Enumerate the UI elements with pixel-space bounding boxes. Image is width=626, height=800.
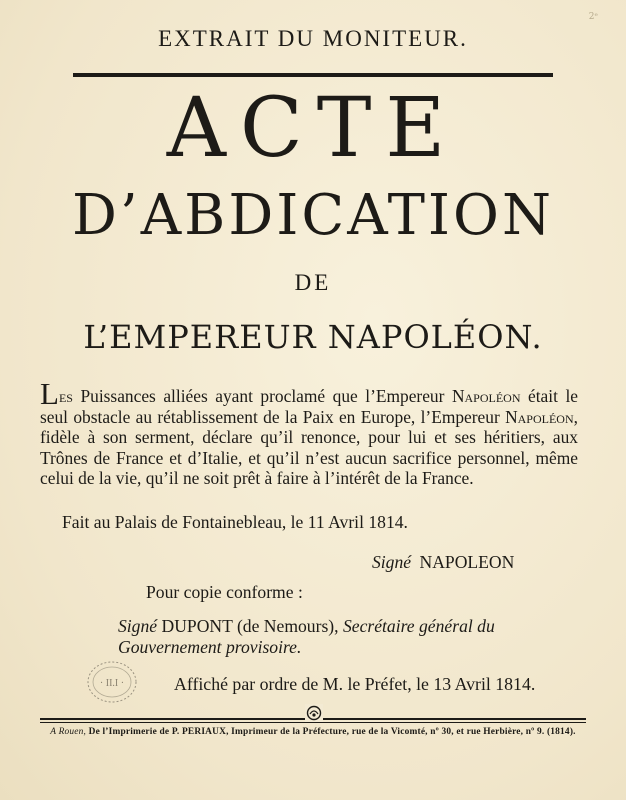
dupont-role: Secrétaire général du Gouvernement provisoire. <box>118 616 495 657</box>
body-name-2: Napoléon <box>505 406 574 427</box>
imprint-place: A Rouen, <box>50 727 87 737</box>
ornament-icon <box>305 704 323 722</box>
dupont-paren: (de Nemours), <box>232 616 343 636</box>
pour-copie-line: Pour copie conforme : <box>146 582 303 602</box>
title-abdication: D’ABDICATION <box>72 183 554 248</box>
body-name-1: Napoléon <box>451 386 521 406</box>
body-text-c: , fidèle à son serment, déclare qu’il renonce, pour lui et ses héritiers, aux Trônes de France et d’Italie, et qu’il n’est aucun sacrifice personnel, même celui de la vie, qu’il ne soit prêt à faire à l’intérêt de la France. <box>40 406 578 489</box>
dupont-label: Signé <box>118 616 158 636</box>
corner-mark: 2ᵉ <box>588 12 598 22</box>
body-paragraph <box>40 376 578 489</box>
body-text-b: était le seul obstacle au rétablissement de la Paix en Europe, l’Empereur <box>40 386 578 427</box>
drop-cap: L <box>40 376 59 411</box>
title-de: DE <box>294 270 332 295</box>
header-title: EXTRAIT DU MONITEUR. <box>158 26 468 51</box>
imprint-text: De l’Imprimerie de P. PERIAUX, Imprimeur de la Préfecture, rue de la Vicomté, nº 30, et rue Herbière, nº 9. (1814). <box>86 727 576 737</box>
imprint-line <box>0 727 626 737</box>
dupont-signature <box>118 616 598 658</box>
affiche-line: Affiché par ordre de M. le Préfet, le 13 Avril 1814. <box>174 674 536 694</box>
footer-rule-bottom <box>40 722 586 723</box>
fait-line: Fait au Palais de Fontainebleau, le 11 Avril 1814. <box>62 512 408 532</box>
title-acte: ACTE <box>166 81 460 176</box>
body-smallcaps-lead: es <box>58 386 73 406</box>
header-rule <box>73 73 553 77</box>
signature-label: Signé <box>372 552 412 572</box>
body-text-a: Puissances alliées ayant proclamé que l’Empereur <box>72 386 452 406</box>
stamp-text: · II.I · <box>99 678 125 689</box>
dupont-name: DUPONT <box>161 616 233 636</box>
title-empereur: L’EMPEREUR NAPOLÉON. <box>83 318 543 356</box>
signature-name: NAPOLEON <box>419 552 515 572</box>
stamp <box>86 660 138 704</box>
signature-napoleon <box>372 552 514 573</box>
